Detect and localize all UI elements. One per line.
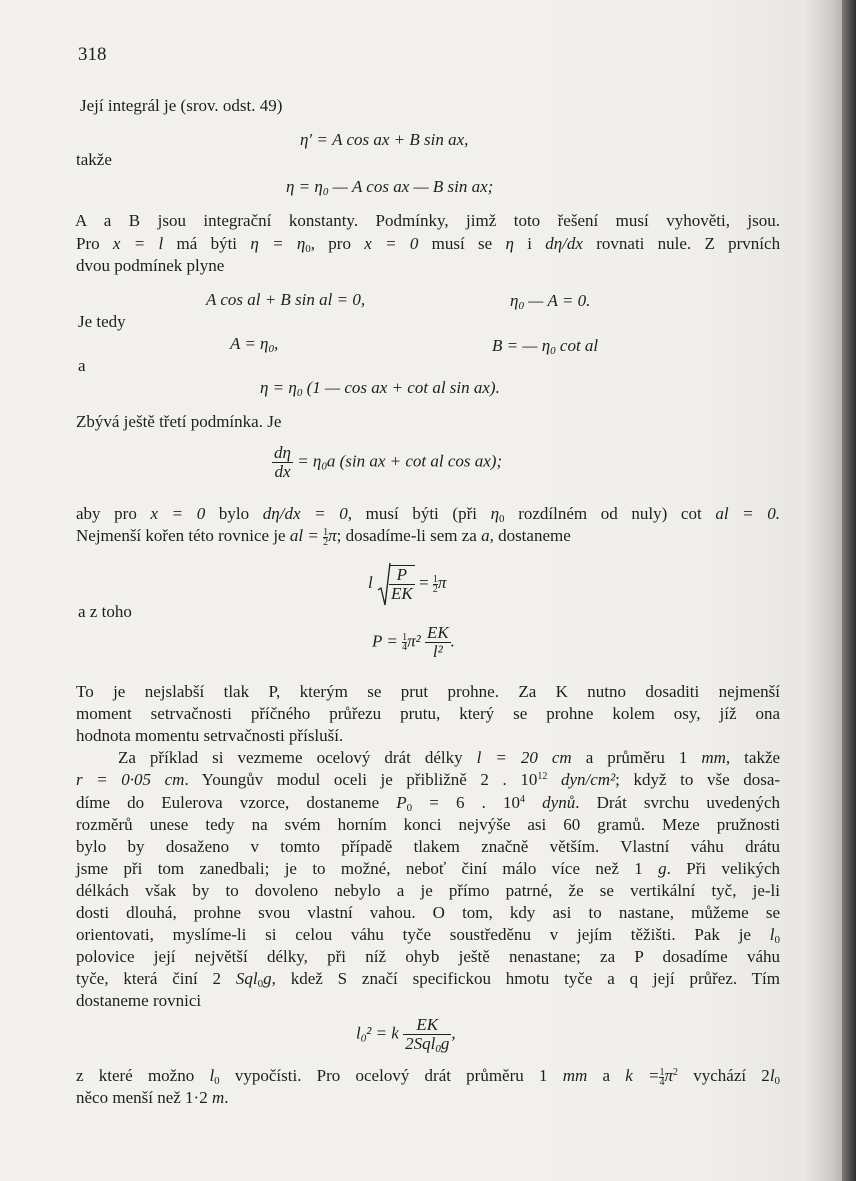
text-line: A a B jsou integrační konstanty. Podmínky, jimž toto řešení musí vyhověti, jsou. [75, 211, 780, 230]
equation: η′ = A cos ax + B sin ax, [300, 130, 469, 149]
text-line: hodnota momentu setrvačnosti přísluší. [76, 726, 344, 745]
equation: P = $\frac{1}{4}$ π² $\frac{EK}{\text{l²}}$ . [372, 623, 455, 661]
equation-derivative: $\frac{d\eta}{dx}$ = $\eta_0a$ (sin ax + cot al cos ax); [274, 443, 503, 481]
equation: B = — $\eta_0$ cot al [492, 336, 599, 357]
fraction-quarter: $\frac{1}{4}$ [402, 632, 408, 653]
text-line: moment setrvačnosti příčného průřezu prutu, který se prohne kolem osy, jíž ona [76, 704, 780, 723]
fraction: $\frac{d\eta}{dx}$ [274, 443, 291, 481]
text-line: orientovati, myslíme-li si celou váhu tyče soustředěnu v jejím těžišti. Pak je $l_0$ [76, 925, 780, 946]
fraction-half: $\frac{1}{2}$ [432, 573, 438, 595]
text-line: To je nejslabší tlak P, kterým se prut prohne. Za K nutno dosaditi nejmenší [76, 682, 780, 701]
text-line: Její integrál je (srov. odst. 49) [80, 96, 283, 115]
equation: $\eta_0$ — A = 0. [510, 291, 591, 312]
text-line: a z toho [78, 602, 132, 621]
text-line: dostaneme rovnici [76, 991, 202, 1010]
text-line: r = 0·05 cm. Youngův modul oceli je přibližně 2 . $10^{12}$ dyn/cm²; když to vše dosa- [76, 770, 781, 789]
equation: $l_0^2 = k$ $\frac{EK}{2Sql_0g}$ , [356, 1015, 456, 1055]
fraction-half: $\frac{1}{2}$ [323, 526, 329, 548]
text-line: polovice její největší délky, při níž ohyb ještě nenastane; za P dosadíme váhu [76, 947, 780, 966]
text-line: Pro x = l má býti $\eta = \eta_0$, pro x = 0 musí se η i dη/dx rovnati nule. Z prvních [76, 234, 781, 255]
fraction: $\frac{EK}{2Sql_0g}$ [405, 1015, 450, 1055]
text-line: Zbývá ještě třetí podmínka. Je [76, 412, 282, 431]
text-line: něco menší než 1·2 m. [76, 1088, 229, 1107]
text-line: tyče, která činí 2 Sql$_0$g, kdež S značí specifickou hmotu tyče a q její průřez. Tím [76, 969, 780, 990]
fraction-quarter: $\frac{1}{4}$ [659, 1066, 665, 1088]
text-line: aby pro x = 0 bylo dη/dx = 0, musí býti (při $\eta_0$ rozdílném od nuly) cot al = 0. [76, 504, 781, 525]
text-line: Je tedy [78, 312, 126, 331]
page-number: 318 [78, 44, 107, 65]
equation: $\eta = \eta_0$ — A cos ax — B sin ax; [286, 177, 494, 198]
text-line: jsme při tom zanedbali; je to možné, neboť činí málo více než 1 g. Při velikých [76, 859, 780, 878]
text-line: takže [76, 150, 112, 169]
text-line: z které možno $l_0$ vypočísti. Pro ocelový drát průměru 1 mm a k = $\frac{1}{4}$ $\pi^2$ vychází $2l_0$ [76, 1066, 781, 1088]
text-line: díme do Eulerova vzorce, dostaneme $P_0 = 6$ . $10^4$ dynů. Drát svrchu uvedených [76, 793, 781, 814]
fraction: $\frac{P}{EK}$ [390, 565, 413, 603]
text-line: bylo by dosaženo v tomto případě tlakem značně větším. Vlastní váhu drátu [76, 837, 780, 856]
text-line: délkách však by to dovoleno nebylo a je přímo patrné, že se vertikální tyč, je-li [76, 881, 780, 900]
text-line: dvou podmínek plyne [76, 256, 225, 275]
equation: A cos al + B sin al = 0, [206, 290, 366, 309]
text-line: Nejmenší kořen této rovnice je al = $\frac{1}{2}$ π; dosadíme-li sem za a, dostaneme [76, 526, 571, 548]
equation: $A = \eta_0$, [230, 334, 279, 355]
fraction: $\frac{EK}{\text{l²}}$ [426, 623, 449, 661]
text-line: a [78, 356, 86, 375]
equation-sqrt: l $\frac{P}{EK}$ = $\frac{1}{2}$ π [368, 562, 446, 606]
text-line: rozměrů unese tedy na svém horním konci nejvýše asi 60 gramů. Meze pružnosti [76, 815, 780, 834]
book-spine-shadow [842, 0, 856, 1181]
text-line: dosti dlouhá, prohne svou vlastní vahou. O tom, kdy asi to nastane, můžeme se [76, 903, 780, 922]
text-line: Za příklad si vezmeme ocelový drát délky l = 20 cm a průměru 1 mm, takže [118, 748, 781, 767]
equation: $\eta = \eta_0$ (1 — cos ax + cot al sin ax). [260, 378, 500, 399]
